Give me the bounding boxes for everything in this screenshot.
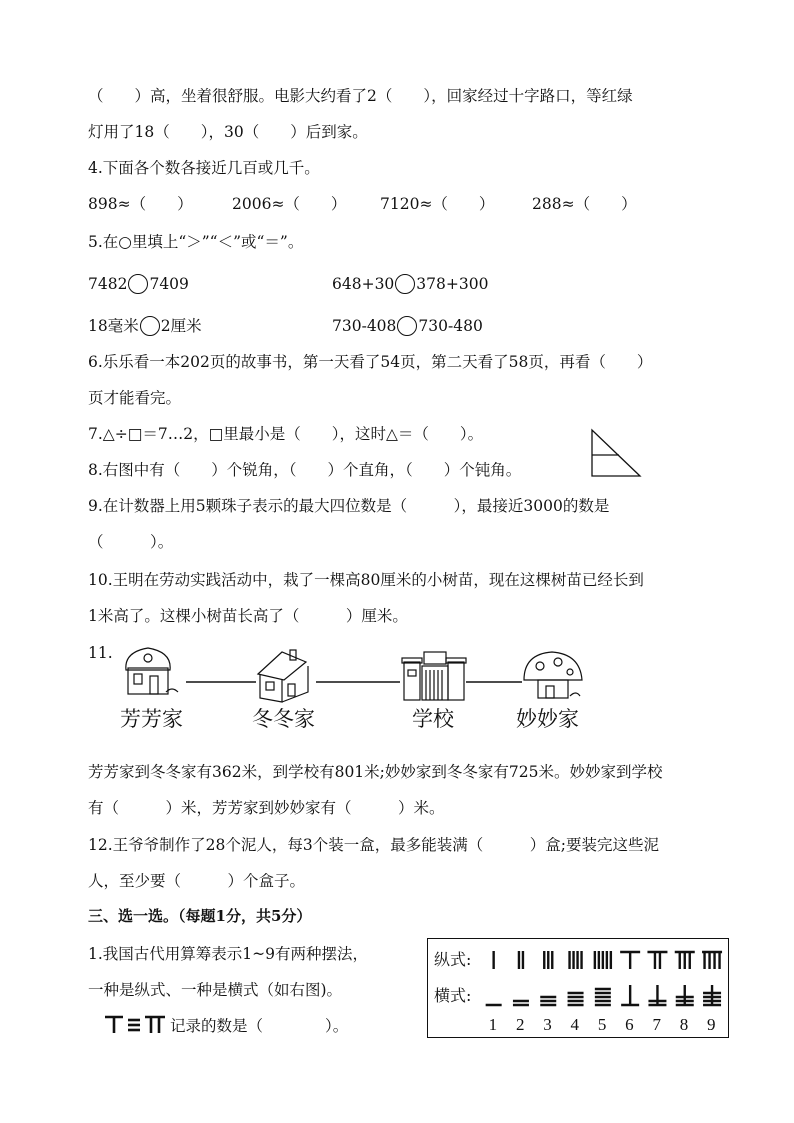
text-line-1: （ ）高，坐着很舒服。电影大约看了2（ ），回家经过十字路口，等红绿 (88, 87, 633, 105)
question-10-line-1: 10.王明在劳动实践活动中，栽了一棵高80厘米的小树苗，现在这棵树苗已经长到 (88, 571, 644, 589)
rod-number: 4 (570, 1015, 580, 1034)
triangle-figure (588, 428, 644, 480)
rod-number: 3 (543, 1015, 552, 1034)
question-11-line-1: 芳芳家到冬冬家有362米，到学校有801米;妙妙家到冬冬家有725米。妙妙家到学校 (88, 763, 663, 781)
section-3-heading: 三、选一选。（每题1分，共5分） (88, 907, 312, 925)
question-12-line-1: 12.王爷爷制作了28个泥人，每3个装一盒，最多能装满（ ）盒;要装完这些泥 (88, 836, 659, 854)
q5-item-4 (332, 316, 483, 336)
label-miaomiao-home: 妙妙家 (516, 707, 579, 731)
question-10-line-2: 1米高了。这棵小树苗长高了（ ）厘米。 (88, 607, 408, 625)
question-5: 5.在○里填上“＞”“＜”或“＝”。 (88, 233, 304, 251)
rod-number: 6 (625, 1015, 634, 1034)
q5-left: 7482 (88, 275, 128, 293)
q5-left: 18毫米 (88, 317, 139, 335)
counting-rods-table (427, 938, 729, 1038)
q4-item-1: 898≈（ ） (88, 195, 193, 213)
rod-glyphs (480, 945, 726, 1011)
horizontal-form-label: 横式: (434, 986, 472, 1005)
section-3-q1-line-1: 1.我国古代用算筹表示1~9有两种摆法， (88, 945, 369, 963)
house-icon (258, 650, 308, 702)
mushroom-house-icon (524, 652, 582, 698)
rod-number: 2 (515, 1015, 525, 1034)
question-12-line-2: 人，至少要（ ）个盒子。 (88, 872, 306, 890)
q4-item-4: 288≈（ ） (532, 195, 637, 213)
rod-number: 8 (679, 1015, 689, 1034)
q5-right: 7409 (149, 275, 189, 293)
compare-circle[interactable] (397, 316, 417, 336)
question-11-number: 11. (88, 644, 113, 662)
q5-left: 730-408 (332, 317, 397, 335)
compare-circle[interactable] (128, 274, 148, 294)
route-diagram (110, 640, 610, 706)
question-11-line-2: 有（ ）米，芳芳家到妙妙家有（ ）米。 (88, 799, 445, 817)
text-line-2: 灯用了18（ ），30（ ）后到家。 (88, 123, 368, 141)
q5-item-1 (88, 274, 189, 294)
house-icon (126, 648, 178, 694)
question-8: 8.右图中有（ ）个锐角，（ ）个直角，（ ）个钝角。 (88, 461, 522, 479)
section-3-q1-line-3: 记录的数是（ ）。 (170, 1017, 349, 1035)
label-dongdong-home: 冬冬家 (252, 707, 315, 731)
q5-item-3 (88, 316, 202, 336)
rod-number: 1 (488, 1015, 498, 1034)
counting-rod-number (104, 1014, 166, 1036)
school-icon (402, 652, 466, 700)
q5-left: 648+30 (332, 275, 395, 293)
rod-number: 5 (597, 1015, 607, 1034)
number-row (480, 1015, 726, 1035)
q4-item-3: 7120≈（ ） (380, 195, 495, 213)
q4-item-2: 2006≈（ ） (232, 195, 347, 213)
question-6-line-1: 6.乐乐看一本202页的故事书，第一天看了54页，第二天看了58页，再看（ ） (88, 353, 653, 371)
section-3-q1-line-2: 一种是纵式、一种是横式（如右图)。 (88, 981, 343, 999)
vertical-form-label: 纵式: (434, 950, 472, 969)
q5-item-2 (332, 274, 488, 294)
label-fangfang-home: 芳芳家 (120, 707, 183, 731)
q5-right: 730-480 (418, 317, 483, 335)
question-6-line-2: 页才能看完。 (88, 389, 182, 407)
question-9-line-1: 9.在计数器上用5颗珠子表示的最大四位数是（ ），最接近3000的数是 (88, 497, 610, 515)
compare-circle[interactable] (395, 274, 415, 294)
q5-right: 2厘米 (160, 317, 202, 335)
rod-number: 9 (707, 1015, 716, 1034)
compare-circle[interactable] (140, 316, 160, 336)
label-school: 学校 (412, 707, 454, 731)
q5-right: 378+300 (416, 275, 489, 293)
question-4: 4.下面各个数各接近几百或几千。 (88, 159, 320, 177)
question-9-line-2: （ ）。 (88, 533, 174, 551)
rod-number: 7 (652, 1015, 661, 1034)
question-7: 7.△÷□＝7…2，□里最小是（ ），这时△＝（ ）。 (88, 425, 484, 443)
